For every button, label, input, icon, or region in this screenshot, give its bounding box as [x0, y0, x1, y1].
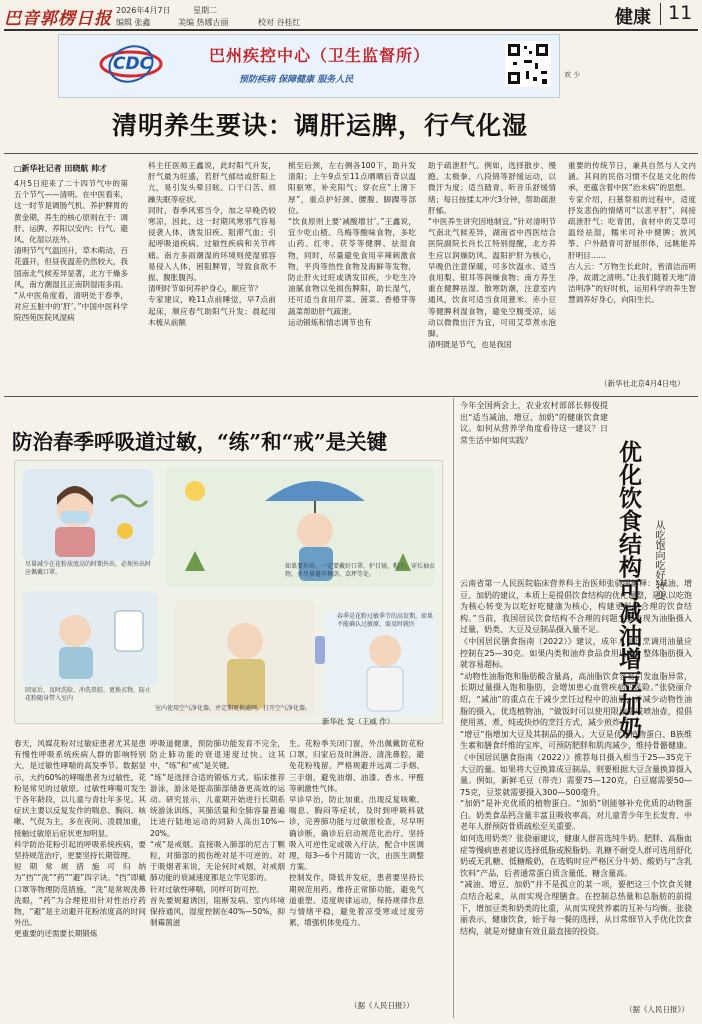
qr-caption: 欢 少 [564, 71, 581, 79]
article1-column-2: 科主任医师王鑫说，此时阳气升发，肝气最为旺盛，若肝气郁结或肝阳上亢，易引发头晕目眩、口干口苦、烦躁失眠等症状。 同时，春季风邪当令，加之早晚仍较寒凉，因此，这一时期风寒邪气容易侵袭人体，诱发旧疾、阻滞气血；引起呼吸道疾病、过敏性疾病和关节疼痛。南方多雨潮湿的环境则使湿邪容易侵入人体，困阻脾胃，导致食欲不振、腹胀腹泻。 清明时节如何养护身心，顺应节？ 专家建议，晚11点前睡觉，早7点前起床，顺应春气助阳气升发；晨起用木梳从前额 [148, 161, 276, 327]
article3-title: 优化饮食结构可减油增豆加奶 [615, 440, 642, 739]
banner-slogan: 预防疾病 保障健康 服务人民 [239, 75, 354, 85]
illustration-art [15, 461, 442, 723]
headline-rule [4, 153, 698, 154]
column-divider [453, 398, 454, 1018]
page-number: 11 [668, 2, 693, 24]
editor-credit: 编辑 张鑫 [116, 18, 151, 27]
illustration-caption-2: 如果要外出，一定要戴好口罩、护目镜、帽子，穿长袖衣物，并尽量避开树荫、草坪等处。 [285, 563, 436, 578]
article3-body: 云南省第一人民医院临床营养科主治医师张骁丽解释：“减油、增豆、加奶的建议，本质上是提倡饮食结构的优化调整，是从以吃饱为核心转变为以吃好吃健康为核心，构建更科学合理的饮食结构。”当前，我国居民饮食结构不合理的问题主要表现为油脂摄入过量，奶类、大豆及豆制品摄入量不足。 《中国居民膳食指南（2022）》建议，成年人每日烹调用油量应控制在25—30克。如果内类和油炸食品食用过多，整体脂肪摄入就容易超标。 “动物性油脂饱和脂肪酸含量高，高油脂饮食容易引发血脂异常，长期过量摄入饱和脂肪，会增加患心血管疾病的风险。”张骁丽介绍，“减油”的重点在于减少烹饪过程中的油量，并减少动物性油脂的摄入，优选植物油，“做饭时可以使用限油壶或喷油壶，提倡使用蒸、煮、炖或快炒的烹饪方式，减少煎炸。” “增豆”指增加大豆及其制品的摄入。大豆是优质植物蛋白、B族维生素和膳食纤维的宝库，可预防肥胖和肌肉减少，维持骨骼健康。《中国居民膳食指南（2022）》推荐每日摄入相当于25—35克干大豆的量。如果将大豆换算成豆制品，则要根据大豆含量换算摄入量。例如，新鲜毛豆（带壳）需要75—120克，白豆腐需要50—75克，豆浆就需要摄入300—500毫升。 “加奶”是补充优质的植物蛋白。“加奶”则能够补充优质的动物蛋白。奶类食品钙含量丰富且吸收率高，对儿童青少年生长发育、中老年人群预防骨质疏松至关重要。 如何选用奶类？张骁丽建议，健康人群首选纯牛奶。肥胖、高脂血症等慢病患者建议选择低脂或脱脂奶。乳糖不耐受人群可选用舒化奶或无乳糖、低糖酸奶，在选购时应严格区分牛奶、酸奶与“含乳饮料”产品，后者通常蛋白质含量低、糖含量高。 “减油、增豆、加奶”并不是孤立的某一项，要把这三个饮食关键点结合起来，从而实现合理膳食。在控制总热量和总脂肪的前提下，增加豆类和奶类的比重，从而实现营养素的互补与均衡。张骁丽表示，健康饮食，始于每一餐的选择，从日常细节入手优化饮食结构，就是对健康有效且最直接的投资。 [460, 579, 692, 936]
section-divider [4, 396, 698, 397]
issue-weekday: 星期二 [193, 6, 217, 15]
article3-source: （据《人民日报》） [625, 1005, 689, 1014]
article1-column-5: 重要的传统节日，兼具自然与人文内涵。其间的民俗习惯不仅是文化的传承，更蕴含着中医“治未病”的思想。 专家介绍，扫墓祭祖的过程中，适度抒发悲伤的情绪可“以悲平肝”，间接疏泄肝气；吃青团，食材中的艾草可温经祛湿，糯米可补中健脾；放风筝、户外踏青可舒展形体，远眺能养肝明目…… 古人云：“万物生长此时，皆清洁而明净，故谓之清明。”让我们随着天地“清洁明净”的好时机，运用科学的养生智慧调养好身心，向阳生长。 [568, 161, 696, 305]
banner-title: 巴州疾控中心（卫生监督所） [209, 46, 431, 65]
section-name: 健康 [615, 7, 651, 28]
article1-source: （新华社北京4月4日电） [600, 379, 685, 388]
illustration-caption-3: 回家后，及时洗脸、冲洗鼻腔、更换衣物，防止花粉随身带入室内 [25, 687, 152, 702]
article1-column-1: 4月5日迎来了二十四节气中的第五个节气——清明。在中医看来，这一时节是调肠气机、养护脾胃的黄金期，养生的核心原则在于：调肝、运脾、养阳以安内；行气、避风、化湿以祛外。 清明节气气温回升，草木萌动，百花盛开，但昼夜温差仍然较大，我国南北气候差异显著，北方干燥多风，南方潮湿且正南阴湿雨多雨。 “从中医角度看，清明处于春季，对应五脏中的‘肝’。”中国中医科学院西苑医院风湿病 [14, 179, 128, 323]
issue-date: 2026年4月7日 [116, 6, 171, 15]
cdc-logo: CDC [99, 41, 163, 87]
cdc-banner [58, 34, 560, 98]
newspaper-name: 巴音郭楞日报 [4, 9, 112, 29]
allergy-illustration [14, 460, 443, 724]
proofreader-credit: 校对 谷桂红 [258, 18, 301, 27]
illustration-caption-1: 尽量减少在花粉浓度高的时期外出，必须外出时应佩戴口罩。 [25, 561, 152, 576]
article1-byline: □新华社记者 田晓航 帅才 [14, 164, 108, 173]
article2-headline: 防治春季呼吸道过敏，“练”和“戒”是关键 [12, 430, 388, 454]
illustration-caption-4: 春季是花粉过敏季节的高发期，如果不能确认过敏原，需及时就医 [337, 613, 434, 628]
article3-intro: 今年全国两会上，农业农村部部长韩俊提出“适当减油、增豆、加奶”的健康饮食建议。如何从营养学角度看待这一建议？日常生活中如何实践？ [460, 401, 608, 445]
article2-column-1: 春天，风媒花粉对过敏症患者尤其是患有慢性呼吸系统疾病人群的影响特别大，是过敏性哮喘的高发季节。数据显示，大约60%的哮喘患者为过敏性，花粉是常见的过敏原。过敏性哮喘可发生于各年龄段，以儿童与青壮年多见。其症状主要以反复发作的喘息、胸闷、咳嗽、气促为主，多在夜间、凌晨加重，接触过敏原后症状更加明显。 科学防治花粉引起的呼吸系统疾病，要坚持规范治疗，更要坚持长期管理。 短期常规措施可归纳为“挡”“洗”“药”“避”四字诀。“挡”即戴口罩等物理防范措施，“洗”是常规洗鼻洗眼，“药”为合理使用针对性治疗药物，“避”是主动避开花粉浓度高的时间外出。 更重要的还需要长期锻炼 [14, 739, 146, 939]
article1-headline: 清明养生要诀：调肝运脾，行气化湿 [112, 111, 529, 140]
article1-column-4: 助于疏泄肝气。例如，选择散步、慢跑、太极拳、八段锦等舒缓运动，以微汗为度；适当踏青、听音乐舒缓情绪；每日按揉太冲穴3分钟，帮助疏泄肝郁。 “中医养生讲究因地制宜。”针对清明节气南北气候差异，湖南省中西医结合医院副院长肖长江特别提醒，北方养生应以润燥防风、温阳护肝为核心，早晚仍注意保暖，可多饮温水、适当食用梨、银耳等润燥食物；南方养生重在健脾祛湿、散寒防潮，注意室内通风，饮食可适当食用薏米、赤小豆等健脾利湿食物，避免空腹受凉，运动以微微出汗为宜，可用艾草煮水泡脚。 清明既是节气，也是我国 [428, 161, 556, 350]
article2-column-2: 呼吸道健康，预防肺功能发育不完全，防止肺功能的衰退速度过快。这其中，“练”和“戒”是关键。 “练”是选择合适的锻炼方式。临床推荐游泳，游泳是提高肺部储备更高效的运动。研究显示，儿童期开始进行长期系统游泳训练，其肺活量和全肺容量普遍比进行陆地运动的同龄人高出10%—20%。 “戒”是戒烟。直接吸入肺部的尼古丁颗粒，对肺部的损伤绝对是不可逆的。对于吸烟者来说，无论何时戒烟，对戒烟肺功能的衰减速度都是立竿见影的。 针对过敏性哮喘，同样可防可控。 首先要规避诱因，阻断发病。室内环境保持通风，湿度控制在40%—50%，抑制霉菌滋 [150, 739, 285, 928]
illustration-caption-5: 室内使用空气净化器，并定期更换滤网，打开空气净化器。 [155, 705, 312, 712]
article3-subtitle: 从吃饱向吃好转变 [653, 520, 664, 600]
illustrator-credit: 新华社 发（王威 作） [322, 717, 395, 726]
art-editor-credit: 美编 热娜古丽 [178, 18, 229, 27]
masthead-rule [4, 29, 698, 31]
article1-column-3: 梳至后颈，左右侧各100下，助升发清阳；上午9点至11点晒晒后背以温阳驱寒，补充阳气；穿衣应“上薄下厚”，重点护好颈、腰腹、脚踝等部位。 “饮食原则上要‘减酸增甘’。”王鑫说，宜少吃山楂、乌梅等酸味食物，多吃山药、红枣、茯苓等健脾、祛湿食物，同时，尽量避免食用辛辣刺激食物，平肉等热性食物及海鲜等发物，防止肝火过旺或诱发旧疾，少吃生冷油腻食物以免损伤脾阳，助长湿气，还可适当食用芹菜、菠菜、香椿芽等蔬菜帮助肝气疏泄。 运动锻炼和情志调节也有 [288, 161, 416, 327]
qr-code-icon [505, 41, 551, 87]
article2-source: （据《人民日报》） [350, 1001, 414, 1010]
article2-column-3: 生。花粉季关闭门窗，外出佩戴防花粉口罩，归家后及时淋浴、清洗鼻腔，避免花粉残留。严格规避并远离二手烟、三手烟，避免油烟、油漆、香水、甲醛等刺激性气体。 早诊早治，防止加重。出现反复咳嗽、喘息、胸闷等症状，及时到呼吸科就诊，完善肺功能与过敏原检查，尽早明确诊断，确诊后启动规范化治疗。坚持吸入可逆性定或吸入疗法，配合中医调理，每3—6个月随访一次，由医生调整方案。 控制发作，降低并发症，患者要坚持长期规范用药，维持正常肺功能，避免气道重塑。适度规律运动，保持规律作息与情绪平稳，避免着凉受寒或过度劳累，增强机体免疫力。 [289, 739, 424, 928]
header-divider [660, 3, 661, 25]
